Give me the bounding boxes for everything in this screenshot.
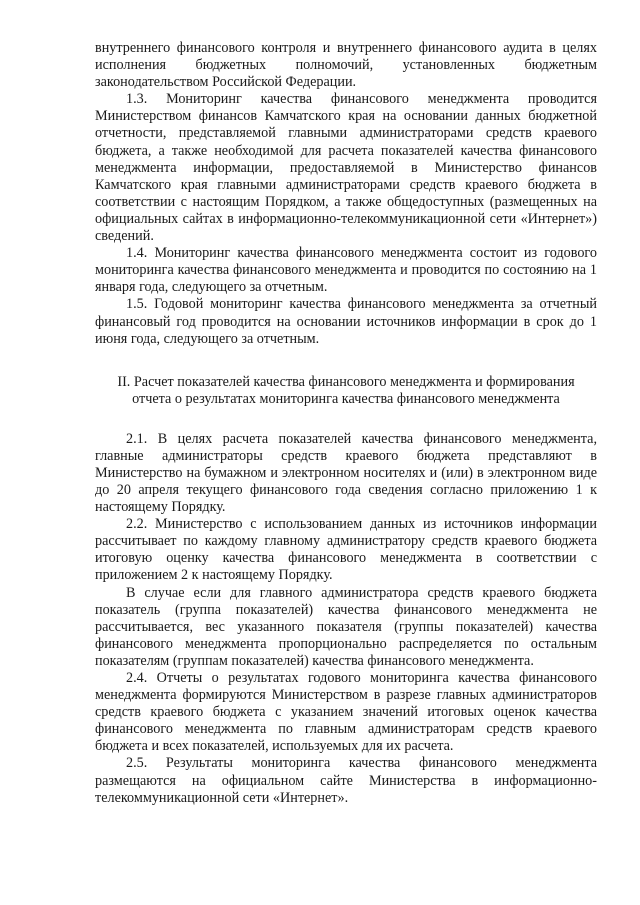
- paragraph-1-4: 1.4. Мониторинг качества финансового менеджмента состоит из годового мониторинга качества финансового менеджмента и проводится по состоянию на 1 января года, следующего за отчетным.: [95, 245, 597, 296]
- paragraph-1-3: 1.3. Мониторинг качества финансового менеджмента проводится Министерством финансов Камчатского края на основании данных бюджетной отчетности, представляемой главными администраторами средств краевого бюджета, а также необходимой для расчета показателей качества финансового менеджмента информации, предоставляемой в Министерство финансов Камчатского края главными администраторами средств краевого бюджета в соответствии с настоящим Порядком, а также общедоступных (размещенных на официальных сайтах в информационно-телекоммуникационной сети «Интернет») сведений.: [95, 91, 597, 245]
- paragraph-2-2-case: В случае если для главного администратора средств краевого бюджета показатель (группа показателей) качества финансового менеджмента не рассчитывается, вес указанного показателя (группы показателей) качества финансового менеджмента пропорционально распределяется по остальным показателям (группам показателей) качества финансового менеджмента.: [95, 584, 597, 669]
- section-heading-line-2: отчета о результатах мониторинга качества финансового менеджмента: [132, 391, 560, 408]
- section-heading: [95, 374, 597, 409]
- paragraph-2-5: 2.5. Результаты мониторинга качества финансового менеджмента размещаются на официальном сайте Министерства в информационно-телекоммуникационной сети «Интернет».: [95, 755, 597, 806]
- paragraph-2-2: 2.2. Министерство с использованием данных из источников информации рассчитывает по каждому главному администратору средств краевого бюджета итоговую оценку качества финансового менеджмента в соответствии с приложением 2 к настоящему Порядку.: [95, 516, 597, 584]
- paragraph-continuation: внутреннего финансового контроля и внутреннего финансового аудита в целях исполнения бюджетных полномочий, установленных бюджетным законодательством Российской Федерации.: [95, 40, 597, 91]
- paragraph-2-1: 2.1. В целях расчета показателей качества финансового менеджмента, главные администраторы средств краевого бюджета представляют в Министерство на бумажном и электронном носителях и (или) в электронном виде до 20 апреля текущего финансового года сведения согласно приложению 1 к настоящему Порядку.: [95, 430, 597, 516]
- paragraph-1-5: 1.5. Годовой мониторинг качества финансового менеджмента за отчетный финансовый год проводится на основании источников информации в срок до 1 июня года, следующего за отчетным.: [95, 296, 597, 347]
- paragraph-2-4: 2.4. Отчеты о результатах годового мониторинга качества финансового менеджмента формируются Министерством в разрезе главных администраторов средств краевого бюджета с указанием значений итоговых оценок качества финансового менеджмента по главным администраторам средств краевого бюджета и всех показателей, используемых для их расчета.: [95, 670, 597, 755]
- section-heading-line-1: II. Расчет показателей качества финансового менеджмента и формирования: [117, 373, 575, 390]
- document-body: [95, 40, 597, 807]
